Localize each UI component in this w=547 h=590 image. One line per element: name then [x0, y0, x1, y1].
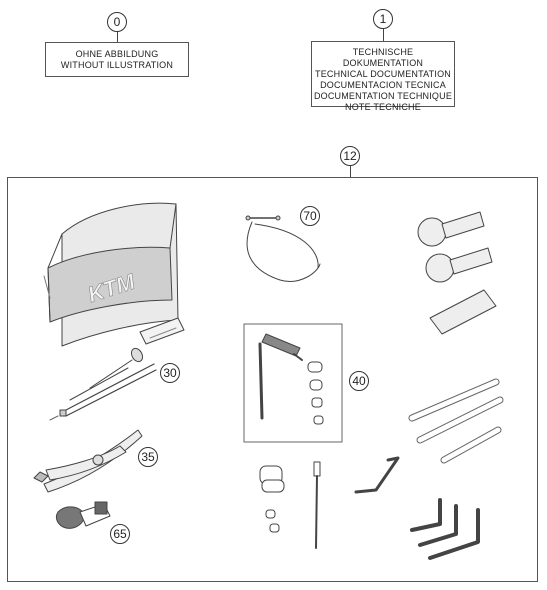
tool-pouch-icon: [44, 203, 178, 346]
box1-line1: TECHNISCHE DOKUMENTATION: [342, 47, 424, 68]
t-handle-socket-set-icon: [244, 324, 342, 442]
spoke-wrench-icon: [56, 502, 110, 528]
callout-70: [300, 206, 320, 226]
box1-line2: TECHNICAL DOCUMENTATION: [315, 69, 451, 79]
pouch-logo: KTM: [84, 268, 138, 308]
box1-line3: DOCUMENTACION TECNICA: [320, 80, 446, 90]
callout-65: [110, 524, 130, 544]
callout-40: [349, 371, 369, 391]
callout-30: [160, 363, 180, 383]
callout-35: [138, 447, 158, 467]
callout-0-label: 0: [113, 15, 121, 29]
pliers-icon: [34, 430, 142, 492]
callout-70-label: 70: [303, 209, 317, 223]
callout-30-label: 30: [163, 366, 177, 380]
callout-65-label: 65: [113, 527, 127, 541]
box1-line5: NOTE TECNICHE: [345, 102, 421, 112]
hex-key-small-icon: [356, 458, 398, 492]
callout-12-label: 12: [343, 149, 357, 163]
callout-35-label: 35: [141, 450, 155, 464]
socket-bits-icon: [260, 462, 320, 548]
box0-line2: WITHOUT ILLUSTRATION: [60, 60, 174, 70]
hook-wrench-icon: [418, 212, 496, 334]
box1-line4: DOCUMENTATION TECHNIQUE: [313, 91, 453, 101]
box0-line1: OHNE ABBILDUNG: [75, 49, 159, 59]
open-end-wrench-icon: [412, 382, 500, 460]
callout-1-label: 1: [379, 12, 387, 26]
callout-40-label: 40: [352, 374, 366, 388]
hex-key-icon: [412, 500, 478, 558]
